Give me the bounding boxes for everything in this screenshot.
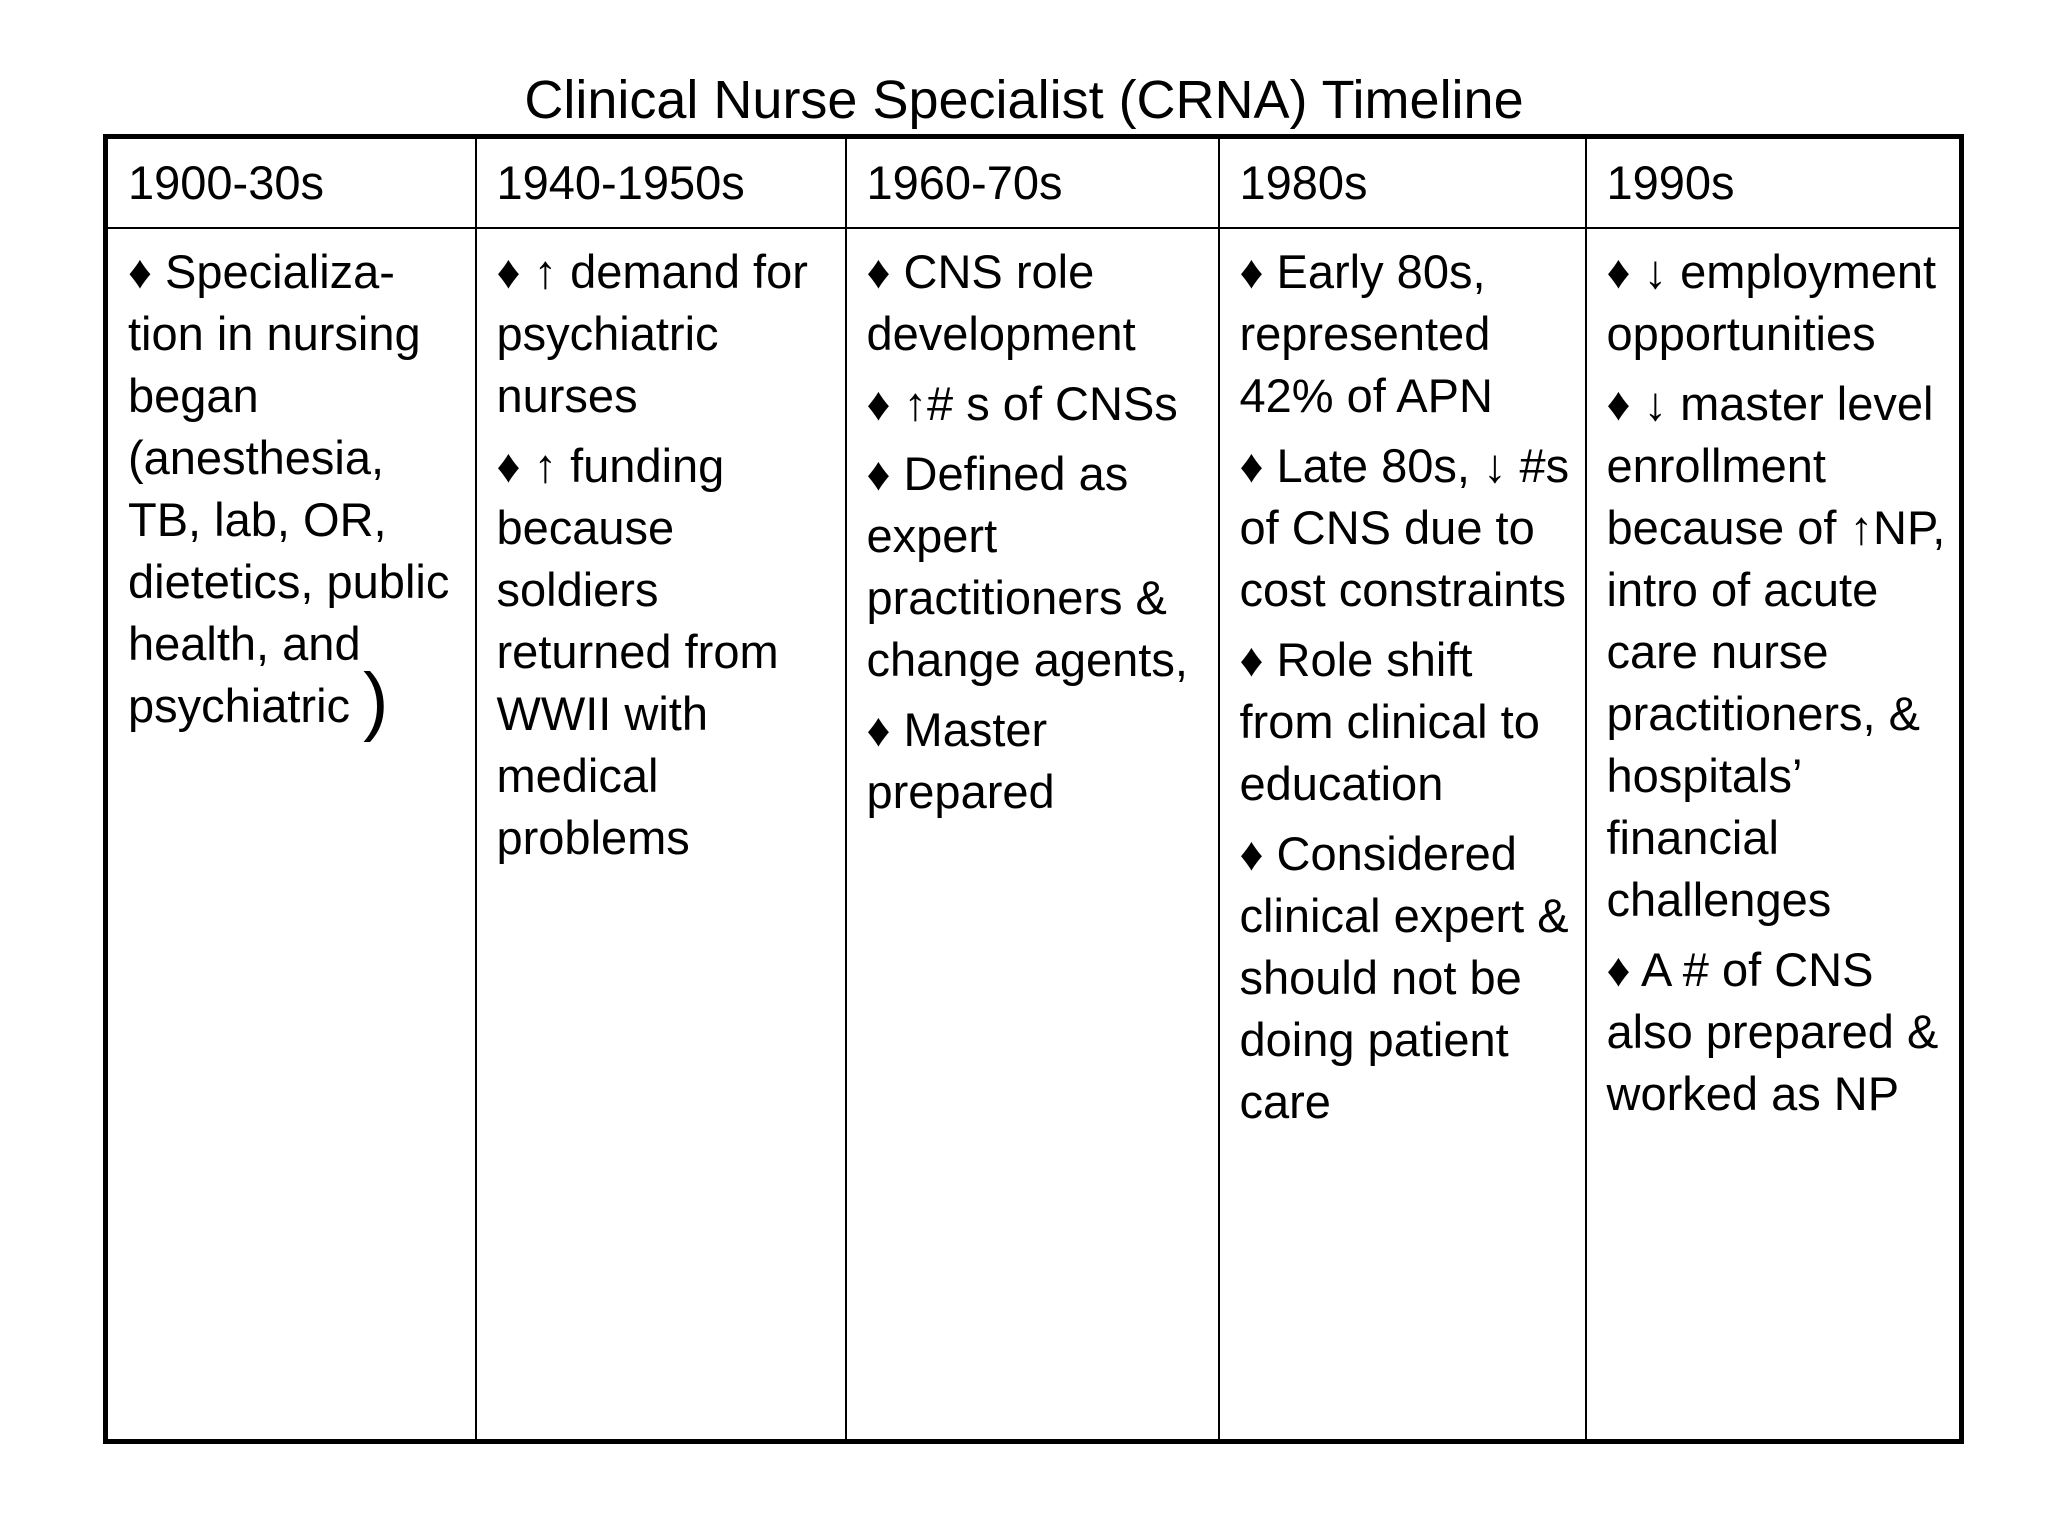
list-item	[1240, 823, 1573, 1133]
timeline-table	[103, 134, 1964, 1444]
timeline-header-row	[106, 137, 1962, 229]
diamond-bullet-icon: ♦	[866, 377, 891, 430]
list-item	[128, 241, 463, 743]
diamond-bullet-icon: ♦	[1239, 245, 1264, 298]
bullet-text: Defined as expert practitioners & change agents,	[866, 447, 1188, 686]
column-header-1980s: 1980s	[1219, 137, 1586, 229]
column-header-1900-30s: 1900-30s	[106, 137, 476, 229]
timeline-body-row	[106, 228, 1962, 1442]
bullet-text: A # of CNS also prepared & worked as NP	[1606, 943, 1939, 1120]
diamond-bullet-icon: ♦	[1606, 245, 1631, 298]
list-item	[867, 699, 1206, 823]
list-item	[497, 241, 833, 427]
diamond-bullet-icon: ♦	[866, 245, 891, 298]
diamond-bullet-icon: ♦	[1239, 633, 1264, 686]
bullet-text: ↓ employment opportunities	[1606, 245, 1937, 360]
diamond-bullet-icon: ♦	[496, 439, 521, 492]
diamond-bullet-icon: ♦	[128, 245, 152, 298]
bullet-text: Early 80s, represented 42% of APN	[1239, 245, 1493, 422]
column-cell-1980s	[1219, 228, 1586, 1442]
bullet-text: Late 80s, ↓ #s of CNS due to cost constraints	[1239, 439, 1570, 616]
closing-parenthesis: )	[363, 658, 389, 743]
list-item	[1607, 241, 1948, 365]
column-cell-1940-1950s	[476, 228, 846, 1442]
bullet-text: ↓ master level enrollment because of ↑NP, intro of acute care nurse practitioners, & hospitals’ financial challenges	[1606, 377, 1946, 926]
list-item	[1240, 241, 1573, 427]
column-header-1960-70s: 1960-70s	[846, 137, 1219, 229]
list-item	[1607, 373, 1948, 931]
column-cell-1900-30s	[106, 228, 476, 1442]
diamond-bullet-icon: ♦	[1239, 439, 1264, 492]
diamond-bullet-icon: ♦	[1606, 377, 1631, 430]
diamond-bullet-icon: ♦	[866, 703, 891, 756]
diamond-bullet-icon: ♦	[866, 447, 891, 500]
bullet-text: CNS role development	[866, 245, 1136, 360]
list-item	[867, 443, 1206, 691]
bullet-text: ↑# s of CNSs	[903, 377, 1178, 430]
list-item	[1607, 939, 1948, 1125]
diamond-bullet-icon: ♦	[496, 245, 521, 298]
list-item	[1240, 435, 1573, 621]
column-cell-1960-70s	[846, 228, 1219, 1442]
list-item	[497, 435, 833, 869]
list-item	[867, 241, 1206, 365]
column-header-1990s: 1990s	[1586, 137, 1962, 229]
diamond-bullet-icon: ♦	[1606, 943, 1631, 996]
bullet-text: ↑ demand for psychiatric nurses	[496, 245, 808, 422]
page-title: Clinical Nurse Specialist (CRNA) Timeline	[524, 70, 1524, 130]
list-item	[867, 373, 1206, 435]
column-header-1940-1950s: 1940-1950s	[476, 137, 846, 229]
bullet-text: Role shift from clinical to education	[1239, 633, 1540, 810]
bullet-text: Considered clinical expert & should not be doing patient care	[1239, 827, 1569, 1128]
diamond-bullet-icon: ♦	[1239, 827, 1264, 880]
bullet-text: Master prepared	[866, 703, 1055, 818]
column-cell-1990s	[1586, 228, 1962, 1442]
list-item	[1240, 629, 1573, 815]
bullet-text: ↑ funding because soldiers returned from WWII with medical problems	[496, 439, 779, 864]
bullet-text: Specializa-tion in nursing began (anesthesia, TB, lab, OR, dietetics, public health, and psychiatric	[128, 245, 450, 732]
